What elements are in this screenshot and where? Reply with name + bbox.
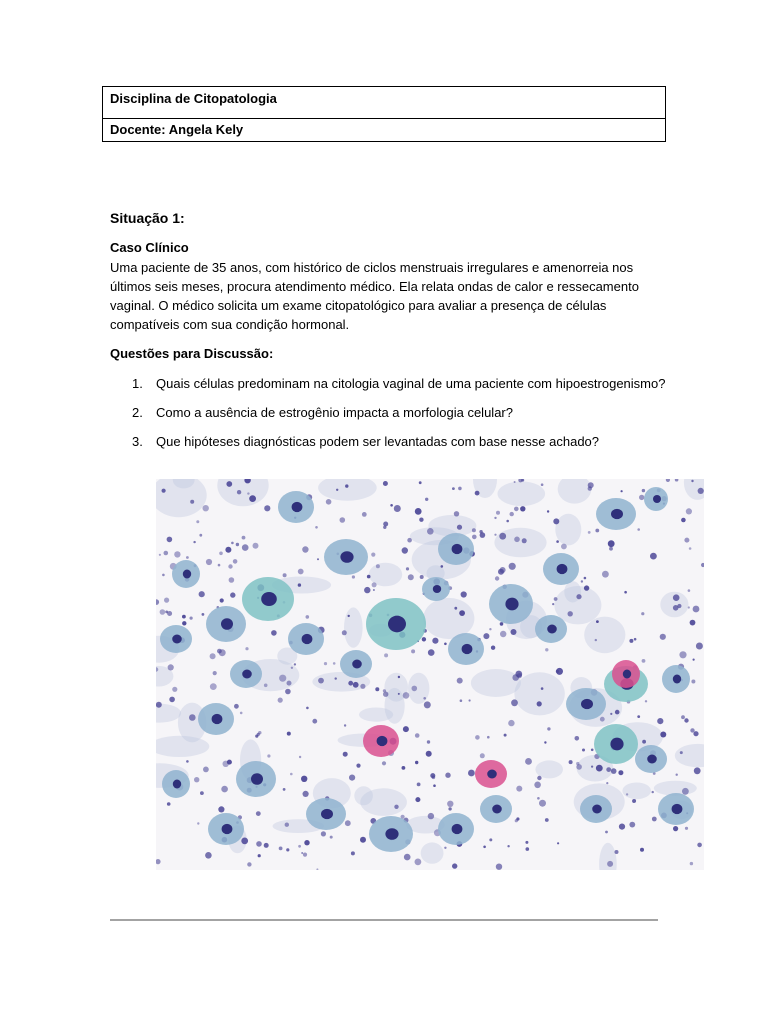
footer-divider [110,919,658,921]
squamous-cell [324,539,368,575]
squamous-cell [438,533,474,565]
eosinophilic-cell [475,760,507,788]
squamous-cell [448,633,484,665]
squamous-cell [596,498,636,530]
squamous-cell [422,577,450,601]
question-item [110,432,670,451]
eosinophilic-cell [612,660,640,688]
squamous-cell [543,553,579,585]
question-number: 1. [132,376,143,391]
squamous-cell [162,770,190,798]
squamous-cell [369,816,413,852]
question-item [110,403,670,422]
squamous-cell [662,665,690,693]
squamous-cell [230,660,262,688]
squamous-cell [366,598,426,650]
squamous-cell [206,606,246,642]
squamous-cell [535,615,567,643]
header-table [102,86,666,142]
question-item [110,374,670,393]
cytology-micrograph [156,479,704,870]
squamous-cell [172,560,200,588]
squamous-cell [480,795,512,823]
squamous-cell [288,623,324,655]
squamous-cell [306,798,346,830]
squamous-cell [160,625,192,653]
squamous-cell [594,724,638,764]
squamous-cell [580,795,612,823]
squamous-cell [340,650,372,678]
squamous-cell [438,813,474,845]
question-text: Quais células predominam na citologia vaginal de uma paciente com hipoestrogenismo? [156,376,666,391]
squamous-cell [489,584,533,624]
questions-title: Questões para Discussão: [110,346,274,361]
squamous-cell [658,793,694,825]
eosinophilic-cell [363,725,399,757]
question-text: Como a ausência de estrogênio impacta a morfologia celular? [156,405,513,420]
question-number: 3. [132,434,143,449]
case-text: Uma paciente de 35 anos, com histórico de ciclos menstruais irregulares e amenorreia nos últimos seis meses, procura atendimento médico. Ela relata ondas de calor e ressecamento vaginal. O médico solicita um exame citopatológico para avaliar a presença de células compatíveis com sua condição hormonal. [110,260,639,332]
teacher-label: Docente: Angela Kely [103,118,665,141]
squamous-cell [198,703,234,735]
question-text: Que hipóteses diagnósticas podem ser levantadas com base nesse achado? [156,434,600,449]
squamous-cell [278,491,314,523]
squamous-cell [566,688,606,720]
squamous-cell [208,813,244,845]
squamous-cell [635,745,667,773]
case-title: Caso Clínico [110,240,189,255]
question-list [110,374,670,461]
situation-title: Situação 1: [110,210,185,226]
question-number: 2. [132,405,143,420]
discipline-label: Disciplina de Citopatologia [110,91,277,106]
squamous-cell [242,577,294,621]
squamous-cell [644,487,668,511]
squamous-cell [236,761,276,797]
